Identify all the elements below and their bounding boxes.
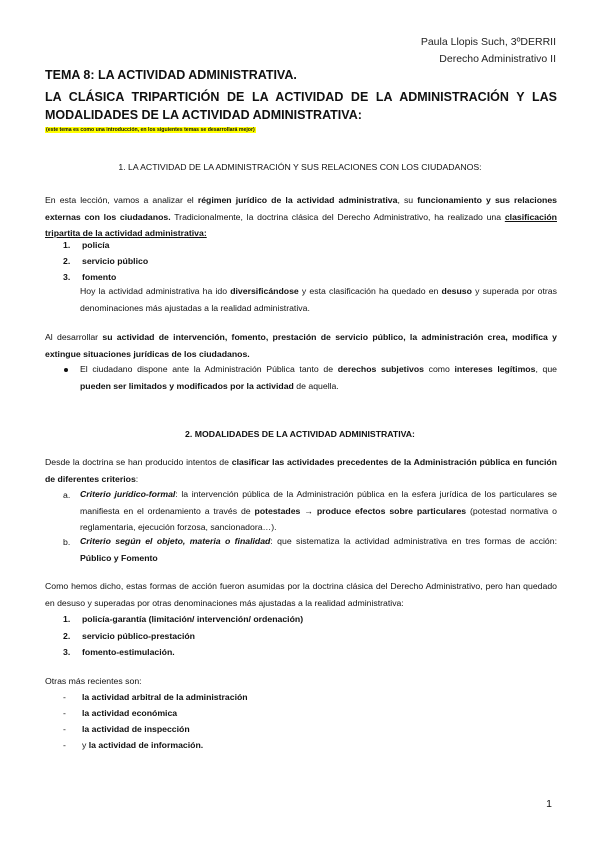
dash-marker: - [63, 708, 66, 718]
list-item-number: 2. [63, 256, 71, 266]
list-item-number: 1. [63, 614, 71, 624]
dash-marker: - [63, 724, 66, 734]
criterion-letter: a. [63, 490, 71, 500]
criterion-item: Criterio jurídico-formal: la intervención pública de la Administración pública en la esfera jurídica de los particulares se manifiesta en el ordenamiento a través de potestades → produce efectos sobre particulares (potestad normativa o reglamentaria, ejecución forzosa, sancionadora…). [80, 489, 557, 532]
section-1-intro: En esta lección, vamos a analizar el régimen jurídico de la actividad administrativa, su funcionamiento y sus relaciones externas con los ciudadanos. Tradicionalmente, la doctrina clásica del Derecho Administrativo, ha realizado una clasificación tripartita de la actividad administrativa: [45, 195, 557, 238]
page-number: 1 [546, 798, 552, 810]
header-subject: Derecho Administrativo II [439, 53, 556, 65]
criterion-item: Criterio según el objeto, materia o finalidad: que sistematiza la actividad administrativa en tres formas de acción: Público y Fomento [80, 536, 557, 563]
dash-marker: - [63, 740, 66, 750]
page-title: TEMA 8: LA ACTIVIDAD ADMINISTRATIVA. [45, 68, 297, 82]
list-item: policía [82, 240, 110, 250]
citizen-rights-bullet: El ciudadano dispone ante la Administración Pública tanto de derechos subjetivos como intereses legítimos, que pueden ser limitados y modificados por la actividad de aquella. [80, 364, 558, 391]
list-item: servicio público [82, 256, 149, 266]
list-item: y la actividad de información. [82, 740, 204, 750]
title-line-3: MODALIDADES DE LA ACTIVIDAD ADMINISTRATIVA: [45, 108, 362, 122]
highlighted-note: (este tema es como una introducción, en los siguientes temas se desarrollará mejor) [46, 127, 255, 133]
dash-marker: - [63, 692, 66, 702]
list-item-number: 2. [63, 631, 71, 641]
list-item-number: 1. [63, 240, 71, 250]
fomento-detail: Hoy la actividad administrativa ha ido diversificándose y esta clasificación ha quedado en desuso y superada por otras denominaciones más ajustadas a la realidad administrativa. [80, 286, 557, 313]
list-item: policía-garantía (limitación/ intervención/ ordenación) [82, 614, 304, 624]
list-item-number: 3. [63, 272, 71, 282]
list-item-number: 3. [63, 647, 71, 657]
section-1-paragraph-2: Al desarrollar su actividad de intervención, fomento, prestación de servicio público, la administración crea, modifica y extingue situaciones jurídicas de los ciudadanos. [45, 332, 557, 359]
list-item: fomento [82, 272, 117, 282]
section-1-heading: 1. LA ACTIVIDAD DE LA ADMINISTRACIÓN Y SUS RELACIONES CON LOS CIUDADANOS: [118, 162, 482, 172]
list-item: servicio público-prestación [82, 631, 195, 641]
section-2-intro: Desde la doctrina se han producido intentos de clasificar las actividades precedentes de la Administración pública en función de diferentes criterios: [45, 457, 557, 484]
title-line-2: LA CLÁSICA TRIPARTICIÓN DE LA ACTIVIDAD DE LA ADMINISTRACIÓN Y LAS [45, 90, 557, 104]
section-2-heading: 2. MODALIDADES DE LA ACTIVIDAD ADMINISTRATIVA: [185, 429, 415, 439]
bullet-point [64, 368, 68, 372]
criterion-letter: b. [63, 537, 71, 547]
list-item: fomento-estimulación. [82, 647, 175, 657]
header-author: Paula Llopis Such, 3ºDERRII [420, 36, 556, 48]
list-item: la actividad arbitral de la administración [82, 692, 248, 702]
recent-label: Otras más recientes son: [45, 676, 142, 686]
section-2-paragraph-2: Como hemos dicho, estas formas de acción fueron asumidas por la doctrina clásica del Derecho Administrativo, pero han quedado en desuso y superadas por otras denominaciones más ajustadas a la realidad administrativa: [45, 581, 557, 608]
list-item: la actividad económica [82, 708, 178, 718]
list-item: la actividad de inspección [82, 724, 190, 734]
